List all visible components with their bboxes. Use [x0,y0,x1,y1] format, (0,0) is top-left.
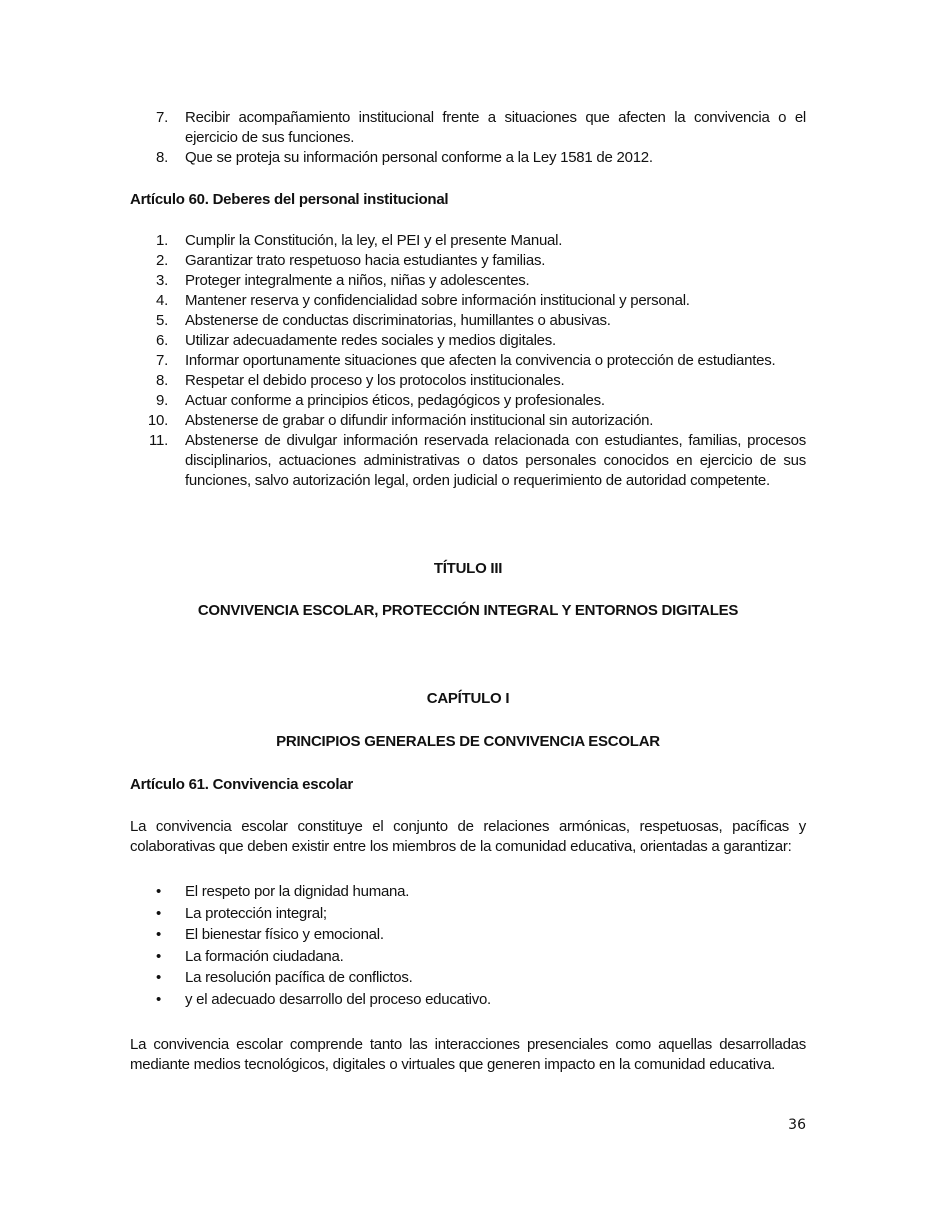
duties-list [130,231,806,491]
page-number: 36 [788,1117,806,1133]
chapter-name: PRINCIPIOS GENERALES DE CONVIVENCIA ESCOLAR [276,733,660,750]
title-label: TÍTULO III [433,560,503,577]
article-61-heading: Artículo 61. Convivencia escolar [130,776,353,793]
principles-bullet-list [130,881,806,1011]
list-item: 1. Cumplir la Constitución, la ley, el PEI y el presente Manual. [155,232,563,249]
bullet-icon: • [156,883,162,900]
bullet-icon: • [156,926,162,944]
list-item: • La resolución pacífica de conflictos. [130,967,806,989]
list-item: • El bienestar físico y emocional. [130,924,806,946]
list-item: • La protección integral; [130,903,806,925]
list-item: 7. Recibir acompañamiento institucional frente a situaciones que afecten la convivencia o el ejercicio de sus funciones. [155,109,806,146]
title-name: CONVIVENCIA ESCOLAR, PROTECCIÓN INTEGRAL Y ENTORNOS DIGITALES [197,602,739,619]
bullet-icon: • [156,904,162,922]
list-item: • y el adecuado desarrollo del proceso educativo. [130,989,806,1011]
list-item: 2. Garantizar trato respetuoso hacia estudiantes y familias. [155,252,546,269]
list-item: 11. Abstenerse de divulgar información reservada relacionada con estudiantes, familias, procesos disciplinarios, actuaciones administrativas o datos personales conocidos en ejercicio de sus funciones, salvo autorización legal, orden judicial o requerimiento de autoridad competente. [149,432,806,489]
list-item: 8. Que se proteja su información personal conforme a la Ley 1581 de 2012. [155,149,653,166]
list-item: 8. Respetar el debido proceso y los protocolos institucionales. [155,372,565,389]
chapter-label: CAPÍTULO I [426,690,510,707]
rights-list-continued [130,108,806,168]
list-item: 7. Informar oportunamente situaciones que afecten la convivencia o protección de estudiantes. [155,352,776,369]
list-item: 5. Abstenerse de conductas discriminatorias, humillantes o abusivas. [155,312,611,329]
list-item: 9. Actuar conforme a principios éticos, pedagógicos y profesionales. [155,392,605,409]
list-item: 4. Mantener reserva y confidencialidad sobre información institucional y personal. [155,292,690,309]
list-item: • La formación ciudadana. [130,946,806,968]
list-item: 3. Proteger integralmente a niños, niñas y adolescentes. [155,272,530,289]
list-item: 6. Utilizar adecuadamente redes sociales y medios digitales. [155,332,556,349]
article-61-intro: La convivencia escolar constituye el conjunto de relaciones armónicas, respetuosas, pacíficas y colaborativas que deben existir entre los miembros de la comunidad educativa, orientadas a garantizar: [130,818,806,855]
list-item: 10. Abstenerse de grabar o difundir información institucional sin autorización. [147,412,654,429]
bullet-icon: • [156,990,162,1008]
list-item: • El respeto por la dignidad humana. [130,881,806,903]
article-61-closing: La convivencia escolar comprende tanto las interacciones presenciales como aquellas desarrolladas mediante medios tecnológicos, digitales o virtuales que generen impacto en la comunidad educativa. [130,1036,806,1073]
article-60-heading: Artículo 60. Deberes del personal institucional [130,191,449,208]
bullet-icon: • [156,947,162,965]
bullet-icon: • [156,969,162,987]
